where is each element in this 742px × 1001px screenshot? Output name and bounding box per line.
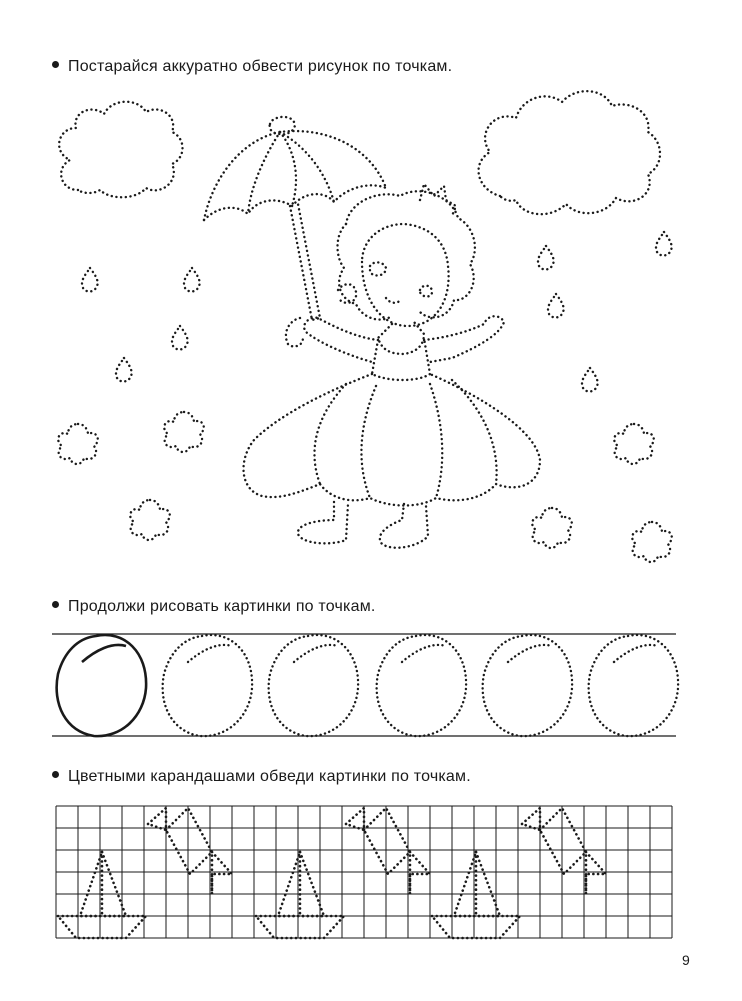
candy-dotted xyxy=(346,808,430,894)
candy-dotted xyxy=(148,808,232,894)
candy-dotted xyxy=(522,808,606,894)
instruction-text: Постарайся аккуратно обвести рисунок по точкам. xyxy=(68,58,453,75)
page-number: 9 xyxy=(682,952,690,968)
sailboat-dotted xyxy=(432,852,520,938)
instruction-text: Цветными карандашами обведи картинки по точкам. xyxy=(68,768,471,785)
instruction-text: Продолжи рисовать картинки по точкам. xyxy=(68,598,376,615)
sailboat-dotted xyxy=(256,852,344,938)
sailboat-dotted xyxy=(58,852,146,938)
